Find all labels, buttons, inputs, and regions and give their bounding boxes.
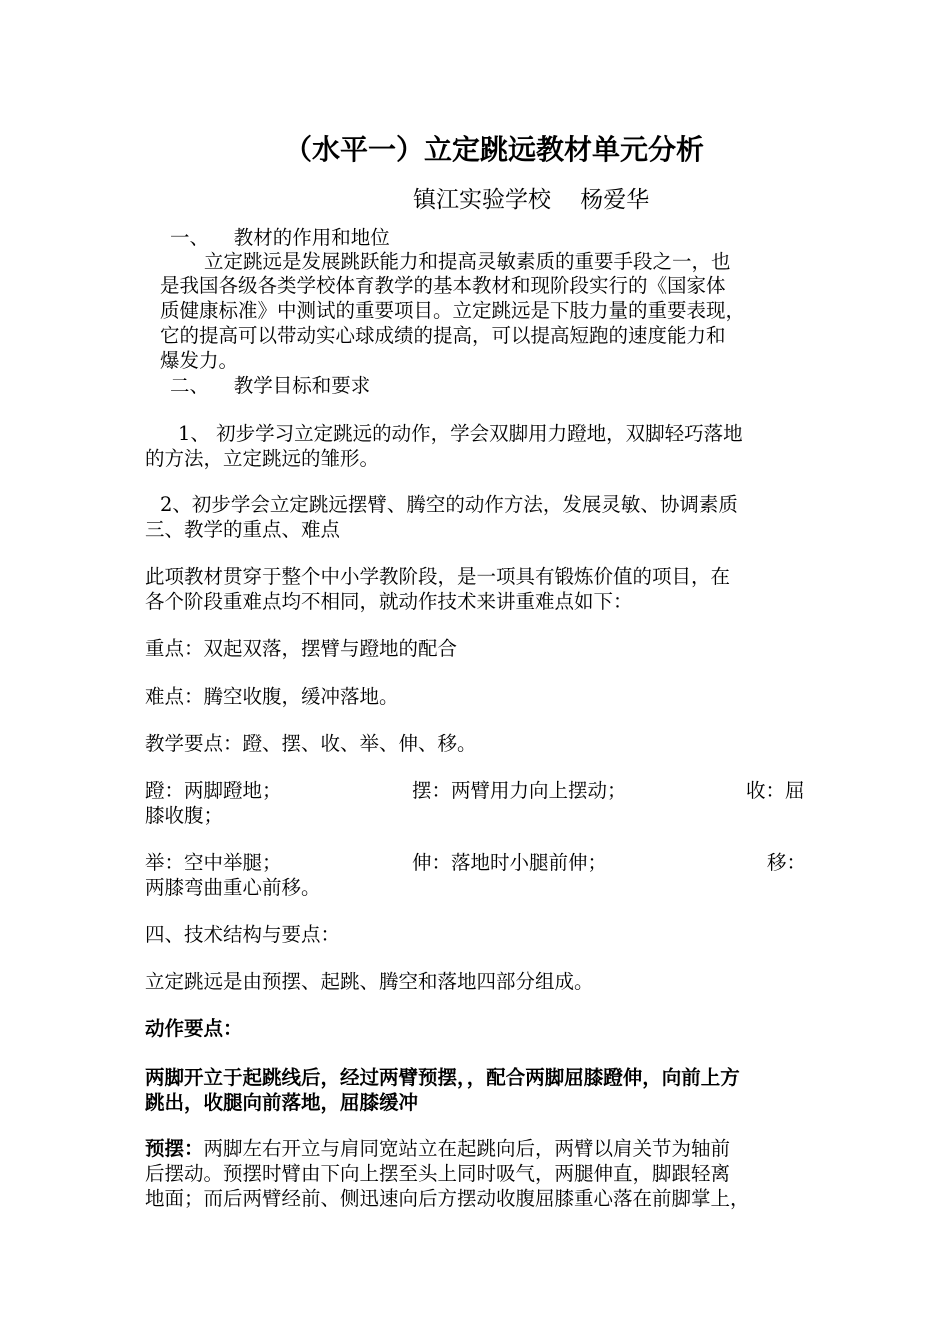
row2-item-yi: 移： (767, 851, 807, 874)
section1-line: 立定跳远是发展跳跃能力和提高灵敏素质的重要手段之一，也 (204, 250, 731, 273)
goal1-line: 的方法，立定跳远的雏形。 (145, 447, 380, 470)
row1-item-deng: 蹬：两脚蹬地； (145, 779, 282, 802)
row1-item-bai: 摆：两臂用力向上摆动； (412, 779, 627, 802)
section1-line: 是我国各级各类学校体育教学的基本教材和现阶段实行的《国家体 (160, 274, 726, 297)
section4-heading: 四、技术结构与要点： (145, 923, 341, 946)
goal1-line: 1、 初步学习立定跳远的动作，学会双脚用力蹬地，双脚轻巧落地 (178, 422, 743, 445)
author-line: 镇江实验学校 杨爱华 (413, 187, 650, 213)
row1-continuation: 膝收腹； (145, 804, 224, 827)
preswing-line (145, 1137, 730, 1161)
section3-intro-line: 此项教材贯穿于整个中小学教阶段，是一项具有锻炼价值的项目，在 (145, 565, 731, 588)
section2-heading: 二、 教学目标和要求 (170, 374, 371, 397)
row2-item-ju: 举：空中举腿； (145, 851, 282, 874)
section1-line: 它的提高可以带动实心球成绩的提高，可以提高短跑的速度能力和 (160, 324, 726, 347)
section1-heading: 一、 教材的作用和地位 (170, 226, 390, 249)
key-point: 重点：双起双落，摆臂与蹬地的配合 (145, 637, 458, 660)
section4-intro: 立定跳远是由预摆、起跳、腾空和落地四部分组成。 (145, 970, 594, 993)
preswing-label: 预摆： (145, 1137, 204, 1160)
action-points-label: 动作要点： (145, 1017, 243, 1040)
section1-line: 爆发力。 (160, 349, 239, 372)
action-points-line: 两脚开立于起跳线后，经过两臂预摆，，配合两脚屈膝蹬伸，向前上方 (145, 1066, 740, 1089)
row1-item-shou: 收：屈 (746, 779, 805, 802)
row2-item-shen: 伸：落地时小腿前伸； (412, 851, 608, 874)
teaching-points: 教学要点：蹬、摆、收、举、伸、移。 (145, 732, 477, 755)
section3-heading: 三、教学的重点、难点 (145, 518, 341, 541)
preswing-text: 两脚左右开立与肩同宽站立在起跳向后，两臂以肩关节为轴前 (203, 1137, 731, 1160)
section3-intro-line: 各个阶段重难点均不相同，就动作技术来讲重难点如下： (145, 590, 633, 613)
difficulty-point: 难点：腾空收腹，缓冲落地。 (145, 685, 399, 708)
section1-line: 质健康标准》中测试的重要项目。立定跳远是下肢力量的重要表现， (160, 299, 746, 322)
goal2-line: 2、初步学会立定跳远摆臂、腾空的动作方法，发展灵敏、协调素质 (160, 493, 738, 516)
preswing-line: 地面；而后两臂经前、侧迅速向后方摆动收腹屈膝重心落在前脚掌上， (145, 1187, 750, 1210)
action-points-line: 跳出，收腿向前落地，屈膝缓冲 (145, 1091, 419, 1114)
row2-continuation: 两膝弯曲重心前移。 (145, 876, 321, 899)
preswing-line: 后摆动。预摆时臂由下向上摆至头上同时吸气，两腿伸直，脚跟轻离 (145, 1162, 731, 1185)
document-title: （水平一）立定跳远教材单元分析 (284, 133, 705, 166)
